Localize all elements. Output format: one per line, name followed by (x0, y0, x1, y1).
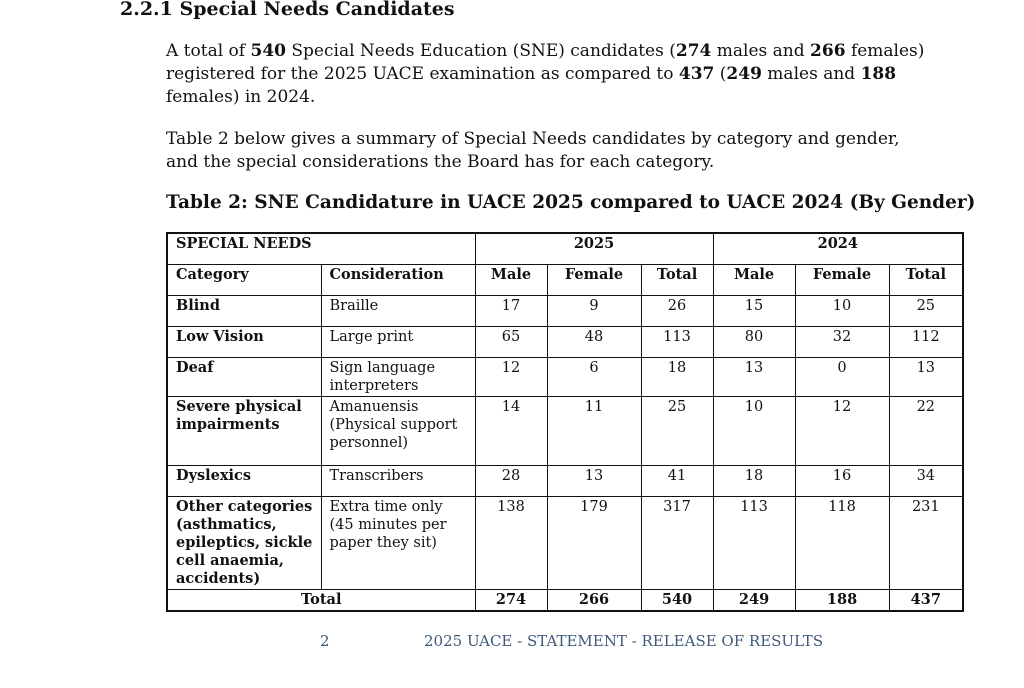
consideration-cell: Braille (321, 296, 475, 327)
table-row (167, 497, 963, 590)
value-cell: 12 (795, 397, 889, 466)
value-cell: 26 (641, 296, 713, 327)
value-cell: 18 (713, 466, 795, 497)
category-cell: Deaf (167, 358, 321, 397)
value-cell: 25 (889, 296, 963, 327)
column-header-row (167, 265, 963, 296)
total-label: Total (167, 590, 475, 612)
consideration-cell: Transcribers (321, 466, 475, 497)
value-cell: 16 (795, 466, 889, 497)
value-cell: 34 (889, 466, 963, 497)
value-cell: 13 (547, 466, 641, 497)
total-value-cell: 188 (795, 590, 889, 612)
total-row (167, 590, 963, 612)
table-row (167, 296, 963, 327)
value-cell: 118 (795, 497, 889, 590)
value-cell: 6 (547, 358, 641, 397)
column-header: Male (713, 265, 795, 296)
value-cell: 0 (795, 358, 889, 397)
table-row (167, 358, 963, 397)
special-needs-header: SPECIAL NEEDS (167, 233, 475, 265)
value-cell: 13 (713, 358, 795, 397)
value-cell: 15 (713, 296, 795, 327)
category-cell: Blind (167, 296, 321, 327)
males-2024: 249 (726, 64, 762, 84)
value-cell: 113 (713, 497, 795, 590)
consideration-cell: Amanuensis (Physical support personnel) (321, 397, 475, 466)
table-row (167, 466, 963, 497)
value-cell: 18 (641, 358, 713, 397)
table-caption: Table 2: SNE Candidature in UACE 2025 compared to UACE 2024 (By Gender) (166, 192, 976, 213)
total-2024: 437 (678, 64, 715, 84)
males-2025: 274 (675, 41, 712, 61)
column-header: Female (547, 265, 641, 296)
value-cell: 48 (547, 327, 641, 358)
column-header: Total (641, 265, 713, 296)
table-row (167, 397, 963, 466)
category-cell: Other categories (asthmatics, epileptics, sickle cell anaemia, accidents) (167, 497, 321, 590)
value-cell: 80 (713, 327, 795, 358)
value-cell: 28 (475, 466, 547, 497)
value-cell: 65 (475, 327, 547, 358)
footer-text: 2025 UACE - STATEMENT - RELEASE OF RESULTS (424, 632, 824, 650)
category-cell: Dyslexics (167, 466, 321, 497)
column-header: Total (889, 265, 963, 296)
total-value-cell: 274 (475, 590, 547, 612)
value-cell: 317 (641, 497, 713, 590)
column-header: Consideration (321, 265, 475, 296)
value-cell: 41 (641, 466, 713, 497)
category-cell: Severe physical impairments (167, 397, 321, 466)
value-cell: 9 (547, 296, 641, 327)
total-value-cell: 437 (889, 590, 963, 612)
category-cell: Low Vision (167, 327, 321, 358)
group-header-row (167, 233, 963, 265)
table-intro-paragraph: Table 2 below gives a summary of Special Needs candidates by category and gender, and the special considerations the Board has for each category. (166, 129, 900, 172)
value-cell: 32 (795, 327, 889, 358)
total-value-cell: 540 (641, 590, 713, 612)
total-value-cell: 249 (713, 590, 795, 612)
page-number: 2 (320, 632, 330, 650)
sne-candidature-table (166, 232, 964, 612)
consideration-cell: Large print (321, 327, 475, 358)
females-2025: 266 (810, 41, 846, 61)
value-cell: 112 (889, 327, 963, 358)
value-cell: 22 (889, 397, 963, 466)
section-heading (120, 0, 455, 20)
column-header: Male (475, 265, 547, 296)
column-header: Female (795, 265, 889, 296)
section-number: 2.2.1 (120, 0, 173, 20)
column-header: Category (167, 265, 321, 296)
value-cell: 113 (641, 327, 713, 358)
value-cell: 138 (475, 497, 547, 590)
value-cell: 11 (547, 397, 641, 466)
value-cell: 10 (795, 296, 889, 327)
value-cell: 10 (713, 397, 795, 466)
value-cell: 17 (475, 296, 547, 327)
value-cell: 12 (475, 358, 547, 397)
value-cell: 25 (641, 397, 713, 466)
total-2025: 540 (250, 41, 286, 61)
females-2024: 188 (860, 64, 897, 84)
year-2024-header: 2024 (713, 233, 963, 265)
value-cell: 13 (889, 358, 963, 397)
table-row (167, 327, 963, 358)
year-2025-header: 2025 (475, 233, 713, 265)
section-title: Special Needs Candidates (179, 0, 455, 20)
value-cell: 14 (475, 397, 547, 466)
consideration-cell: Sign language interpreters (321, 358, 475, 397)
value-cell: 231 (889, 497, 963, 590)
consideration-cell: Extra time only (45 minutes per paper they sit) (321, 497, 475, 590)
value-cell: 179 (547, 497, 641, 590)
total-value-cell: 266 (547, 590, 641, 612)
summary-paragraph: A total of 540 Special Needs Education (SNE) candidates (274 males and 266 females) registered for the 2025 UACE examination as compared to 437 (249 males and 188 females) in 2024. (166, 41, 925, 107)
